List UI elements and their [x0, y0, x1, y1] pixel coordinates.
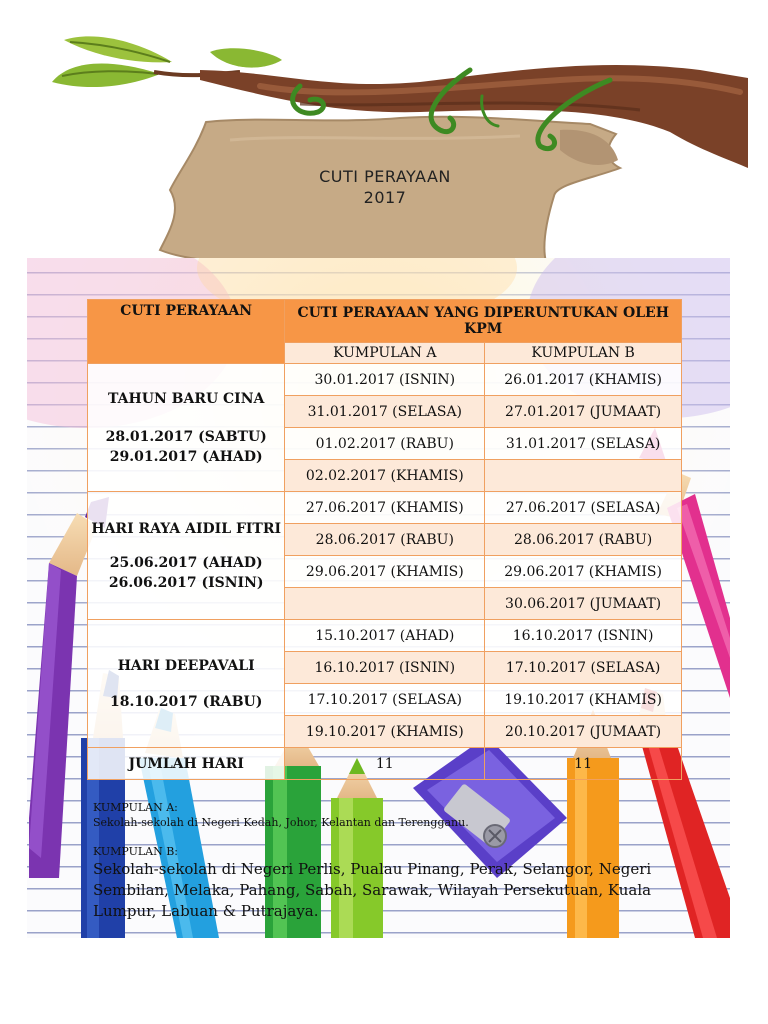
date-text: 16.10.2017 (ISNIN) [512, 627, 654, 644]
group-a-title: KUMPULAN A: [93, 801, 178, 814]
header-group-a-label: KUMPULAN A [333, 345, 437, 361]
group-b-text: Sekolah-sekolah di Negeri Perlis, Pualau Pinang, Perak, Selangor, Negeri Sembilan, Melaka, Pahang, Sabah, Sarawak, Wilayah Persekutuan, Kuala Lumpur, Labuan & Putrajaya. [93, 860, 652, 920]
total-label: JUMLAH HARI [128, 755, 244, 772]
group-b-date [485, 716, 682, 748]
group-a-date [285, 428, 485, 460]
date-text: 17.10.2017 (SELASA) [505, 659, 661, 676]
festival-date: 29.01.2017 (AHAD) [109, 448, 263, 465]
date-text: 28.06.2017 (RABU) [315, 531, 454, 548]
date-text: 16.10.2017 (ISNIN) [314, 659, 456, 676]
total-group-a [285, 748, 485, 780]
date-text: 19.10.2017 (KHAMIS) [305, 723, 464, 740]
festival-name: TAHUN BARU CINA [108, 390, 265, 407]
group-b-date [485, 492, 682, 524]
date-text: 31.01.2017 (SELASA) [307, 403, 463, 420]
date-text: 15.10.2017 (AHAD) [315, 627, 455, 644]
total-group-b [485, 748, 682, 780]
header-group-b-label: KUMPULAN B [531, 345, 635, 361]
date-text: 31.01.2017 (SELASA) [505, 435, 661, 452]
header-kpm-label: CUTI PERAYAAN YANG DIPERUNTUKAN OLEH KPM [297, 305, 669, 337]
poster-title-line2: 2017 [363, 188, 407, 207]
poster-title-line1: CUTI PERAYAAN [319, 167, 451, 186]
group-b-date [485, 460, 682, 492]
group-a-date [285, 620, 485, 652]
date-text: 02.02.2017 (KHAMIS) [305, 467, 464, 484]
poster-header [0, 0, 768, 258]
total-value: 11 [574, 755, 592, 772]
group-a-date [285, 364, 485, 396]
group-b-date [485, 556, 682, 588]
date-text: 26.01.2017 (KHAMIS) [504, 371, 662, 388]
poster-title [280, 166, 490, 208]
group-b-date [485, 588, 682, 620]
group-a-date [285, 556, 485, 588]
group-b-date [485, 396, 682, 428]
date-text: 01.02.2017 (RABU) [315, 435, 454, 452]
header-celebration-label: CUTI PERAYAAN [120, 303, 253, 319]
group-notes [93, 800, 673, 922]
date-text: 17.10.2017 (SELASA) [307, 691, 463, 708]
group-a-date [285, 460, 485, 492]
festival-cell [88, 492, 285, 620]
festival-cell [88, 620, 285, 748]
date-text: 27.06.2017 (KHAMIS) [305, 499, 464, 516]
date-text: 19.10.2017 (KHAMIS) [504, 691, 662, 708]
date-text: 27.01.2017 (JUMAAT) [505, 403, 662, 420]
festival-cell [88, 364, 285, 492]
group-b-date [485, 364, 682, 396]
festival-date: 28.01.2017 (SABTU) [105, 428, 267, 445]
header-group-a [285, 343, 485, 364]
group-a-text: Sekolah-sekolah di Negeri Kedah, Johor, Kelantan dan Terengganu. [93, 816, 469, 829]
date-text: 29.06.2017 (KHAMIS) [305, 563, 464, 580]
branch-scroll-illustration [0, 0, 768, 258]
festival-date: 25.06.2017 (AHAD) [109, 554, 263, 571]
group-a-date [285, 716, 485, 748]
festival-date: 18.10.2017 (RABU) [110, 693, 263, 710]
total-label-cell [88, 748, 285, 780]
group-a-date [285, 684, 485, 716]
group-a-date [285, 524, 485, 556]
group-a-date [285, 492, 485, 524]
date-text: 28.06.2017 (RABU) [513, 531, 653, 548]
total-value: 11 [375, 755, 394, 772]
festival-name: HARI RAYA AIDIL FITRI [91, 520, 282, 537]
date-text: 29.06.2017 (KHAMIS) [504, 563, 662, 580]
holiday-table [87, 299, 682, 780]
group-b-title: KUMPULAN B: [93, 845, 178, 858]
date-text: 30.01.2017 (ISNIN) [314, 371, 456, 388]
header-kpm [285, 300, 682, 343]
date-text: 30.06.2017 (JUMAAT) [505, 595, 662, 612]
group-a-date [285, 652, 485, 684]
group-a-date [285, 396, 485, 428]
group-b-date [485, 524, 682, 556]
header-celebration [88, 300, 285, 364]
group-b-date [485, 684, 682, 716]
date-text: 27.06.2017 (SELASA) [505, 499, 661, 516]
festival-name: HARI DEEPAVALI [117, 657, 255, 674]
group-b-date [485, 652, 682, 684]
group-a-date [285, 588, 485, 620]
festival-date: 26.06.2017 (ISNIN) [108, 574, 264, 591]
date-text: 20.10.2017 (JUMAAT) [505, 723, 662, 740]
group-b-date [485, 428, 682, 460]
header-group-b [485, 343, 682, 364]
group-b-date [485, 620, 682, 652]
